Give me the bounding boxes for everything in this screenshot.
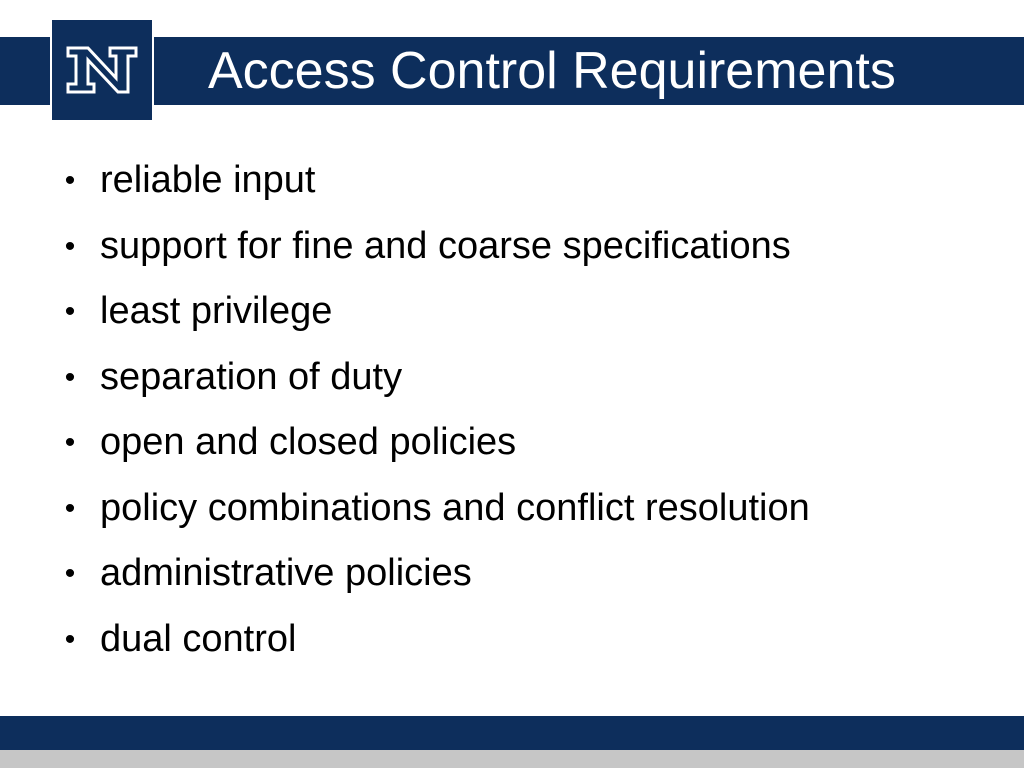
bullet-point-icon: •: [64, 557, 76, 590]
bullet-point-icon: •: [64, 164, 76, 197]
bullet-text: support for fine and coarse specifications: [100, 224, 791, 267]
bullet-text: dual control: [100, 617, 297, 660]
bullet-text: open and closed policies: [100, 421, 517, 463]
slide-title: Access Control Requirements: [208, 42, 896, 100]
bullet-point-icon: •: [64, 426, 76, 459]
bullet-point-icon: •: [64, 360, 76, 394]
bullet-text: least privilege: [100, 290, 333, 332]
bullet-point-icon: •: [64, 295, 76, 328]
bullet-text: policy combinations and conflict resolution: [100, 486, 810, 529]
bullet-point-icon: •: [64, 229, 76, 263]
university-n-logo-icon: [64, 44, 140, 96]
bullet-text: reliable input: [100, 159, 316, 201]
bullet-text: administrative policies: [100, 552, 472, 594]
bullet-point-icon: •: [64, 622, 76, 656]
bullet-text: separation of duty: [100, 355, 403, 398]
footer-bar: [0, 716, 1024, 750]
bullet-point-icon: •: [64, 491, 76, 525]
university-logo: [50, 18, 154, 122]
footer-strip: [0, 750, 1024, 768]
